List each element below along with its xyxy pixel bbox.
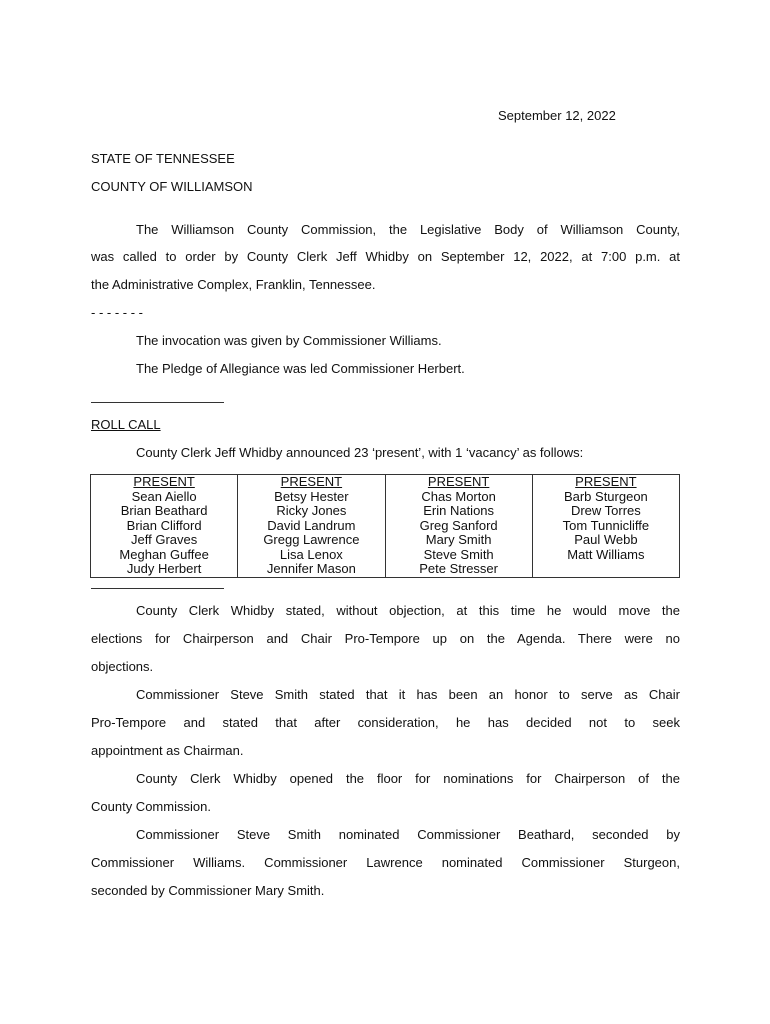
table-row — [91, 533, 680, 548]
roll-call-table — [90, 474, 680, 578]
table-cell: Lisa Lenox — [238, 548, 385, 563]
table-cell: Brian Beathard — [91, 504, 238, 519]
table-row — [91, 562, 680, 577]
section-divider — [91, 402, 224, 403]
table-cell: Tom Tunnicliffe — [532, 519, 679, 534]
paragraph-line: County Commission. — [91, 799, 211, 814]
paragraph-line: objections. — [91, 659, 154, 674]
table-cell: Jennifer Mason — [238, 562, 385, 577]
paragraph-line: Commissioner Steve Smith nominated Commissioner Beathard, seconded by — [136, 827, 680, 842]
invocation-text: The invocation was given by Commissioner Williams. — [136, 333, 442, 348]
table-cell: Jeff Graves — [91, 533, 238, 548]
table-cell: Drew Torres — [532, 504, 679, 519]
state-heading: STATE OF TENNESSEE — [91, 151, 235, 166]
table-cell — [532, 562, 679, 577]
table-cell: Meghan Guffee — [91, 548, 238, 563]
paragraph-line: appointment as Chairman. — [91, 743, 244, 758]
table-cell: Gregg Lawrence — [238, 533, 385, 548]
table-cell: Greg Sanford — [385, 519, 532, 534]
table-cell: Brian Clifford — [91, 519, 238, 534]
roll-call-heading: ROLL CALL — [91, 417, 161, 432]
table-cell: Mary Smith — [385, 533, 532, 548]
intro-line: The Williamson County Commission, the Legislative Body of Williamson County, — [136, 222, 680, 237]
table-cell: Sean Aiello — [91, 490, 238, 505]
section-divider — [91, 588, 224, 589]
table-row — [91, 504, 680, 519]
paragraph-line: elections for Chairperson and Chair Pro-Tempore up on the Agenda. There were no — [91, 631, 680, 646]
paragraph-line: Commissioner Steve Smith stated that it has been an honor to serve as Chair — [136, 687, 680, 702]
roll-call-intro: County Clerk Jeff Whidby announced 23 ‘present’, with 1 ‘vacancy’ as follows: — [136, 445, 584, 460]
paragraph-line: County Clerk Whidby stated, without objection, at this time he would move the — [136, 603, 680, 618]
table-row — [91, 548, 680, 563]
separator-dashes: - - - - - - - — [91, 305, 143, 320]
table-cell: Ricky Jones — [238, 504, 385, 519]
table-cell: Erin Nations — [385, 504, 532, 519]
paragraph-line: seconded by Commissioner Mary Smith. — [91, 883, 325, 898]
table-cell: Barb Sturgeon — [532, 490, 679, 505]
table-cell: Chas Morton — [385, 490, 532, 505]
table-cell: Pete Stresser — [385, 562, 532, 577]
column-header: PRESENT — [238, 475, 385, 490]
table-cell: Paul Webb — [532, 533, 679, 548]
table-cell: Judy Herbert — [91, 562, 238, 577]
table-cell: David Landrum — [238, 519, 385, 534]
column-header: PRESENT — [385, 475, 532, 490]
table-row — [91, 519, 680, 534]
paragraph-line: County Clerk Whidby opened the floor for nominations for Chairperson of the — [136, 771, 680, 786]
paragraph-line: Commissioner Williams. Commissioner Lawrence nominated Commissioner Sturgeon, — [91, 855, 680, 870]
table-header-row — [91, 475, 680, 490]
column-header: PRESENT — [91, 475, 238, 490]
document-date: September 12, 2022 — [498, 108, 616, 123]
county-heading: COUNTY OF WILLIAMSON — [91, 179, 253, 194]
table-cell: Steve Smith — [385, 548, 532, 563]
table-cell: Betsy Hester — [238, 490, 385, 505]
column-header: PRESENT — [532, 475, 679, 490]
pledge-text: The Pledge of Allegiance was led Commissioner Herbert. — [136, 361, 465, 376]
paragraph-line: Pro-Tempore and stated that after consideration, he has decided not to seek — [91, 715, 680, 730]
intro-line: the Administrative Complex, Franklin, Tennessee. — [91, 277, 376, 292]
table-cell: Matt Williams — [532, 548, 679, 563]
intro-line: was called to order by County Clerk Jeff Whidby on September 12, 2022, at 7:00 p.m. at — [91, 249, 680, 264]
table-row — [91, 490, 680, 505]
